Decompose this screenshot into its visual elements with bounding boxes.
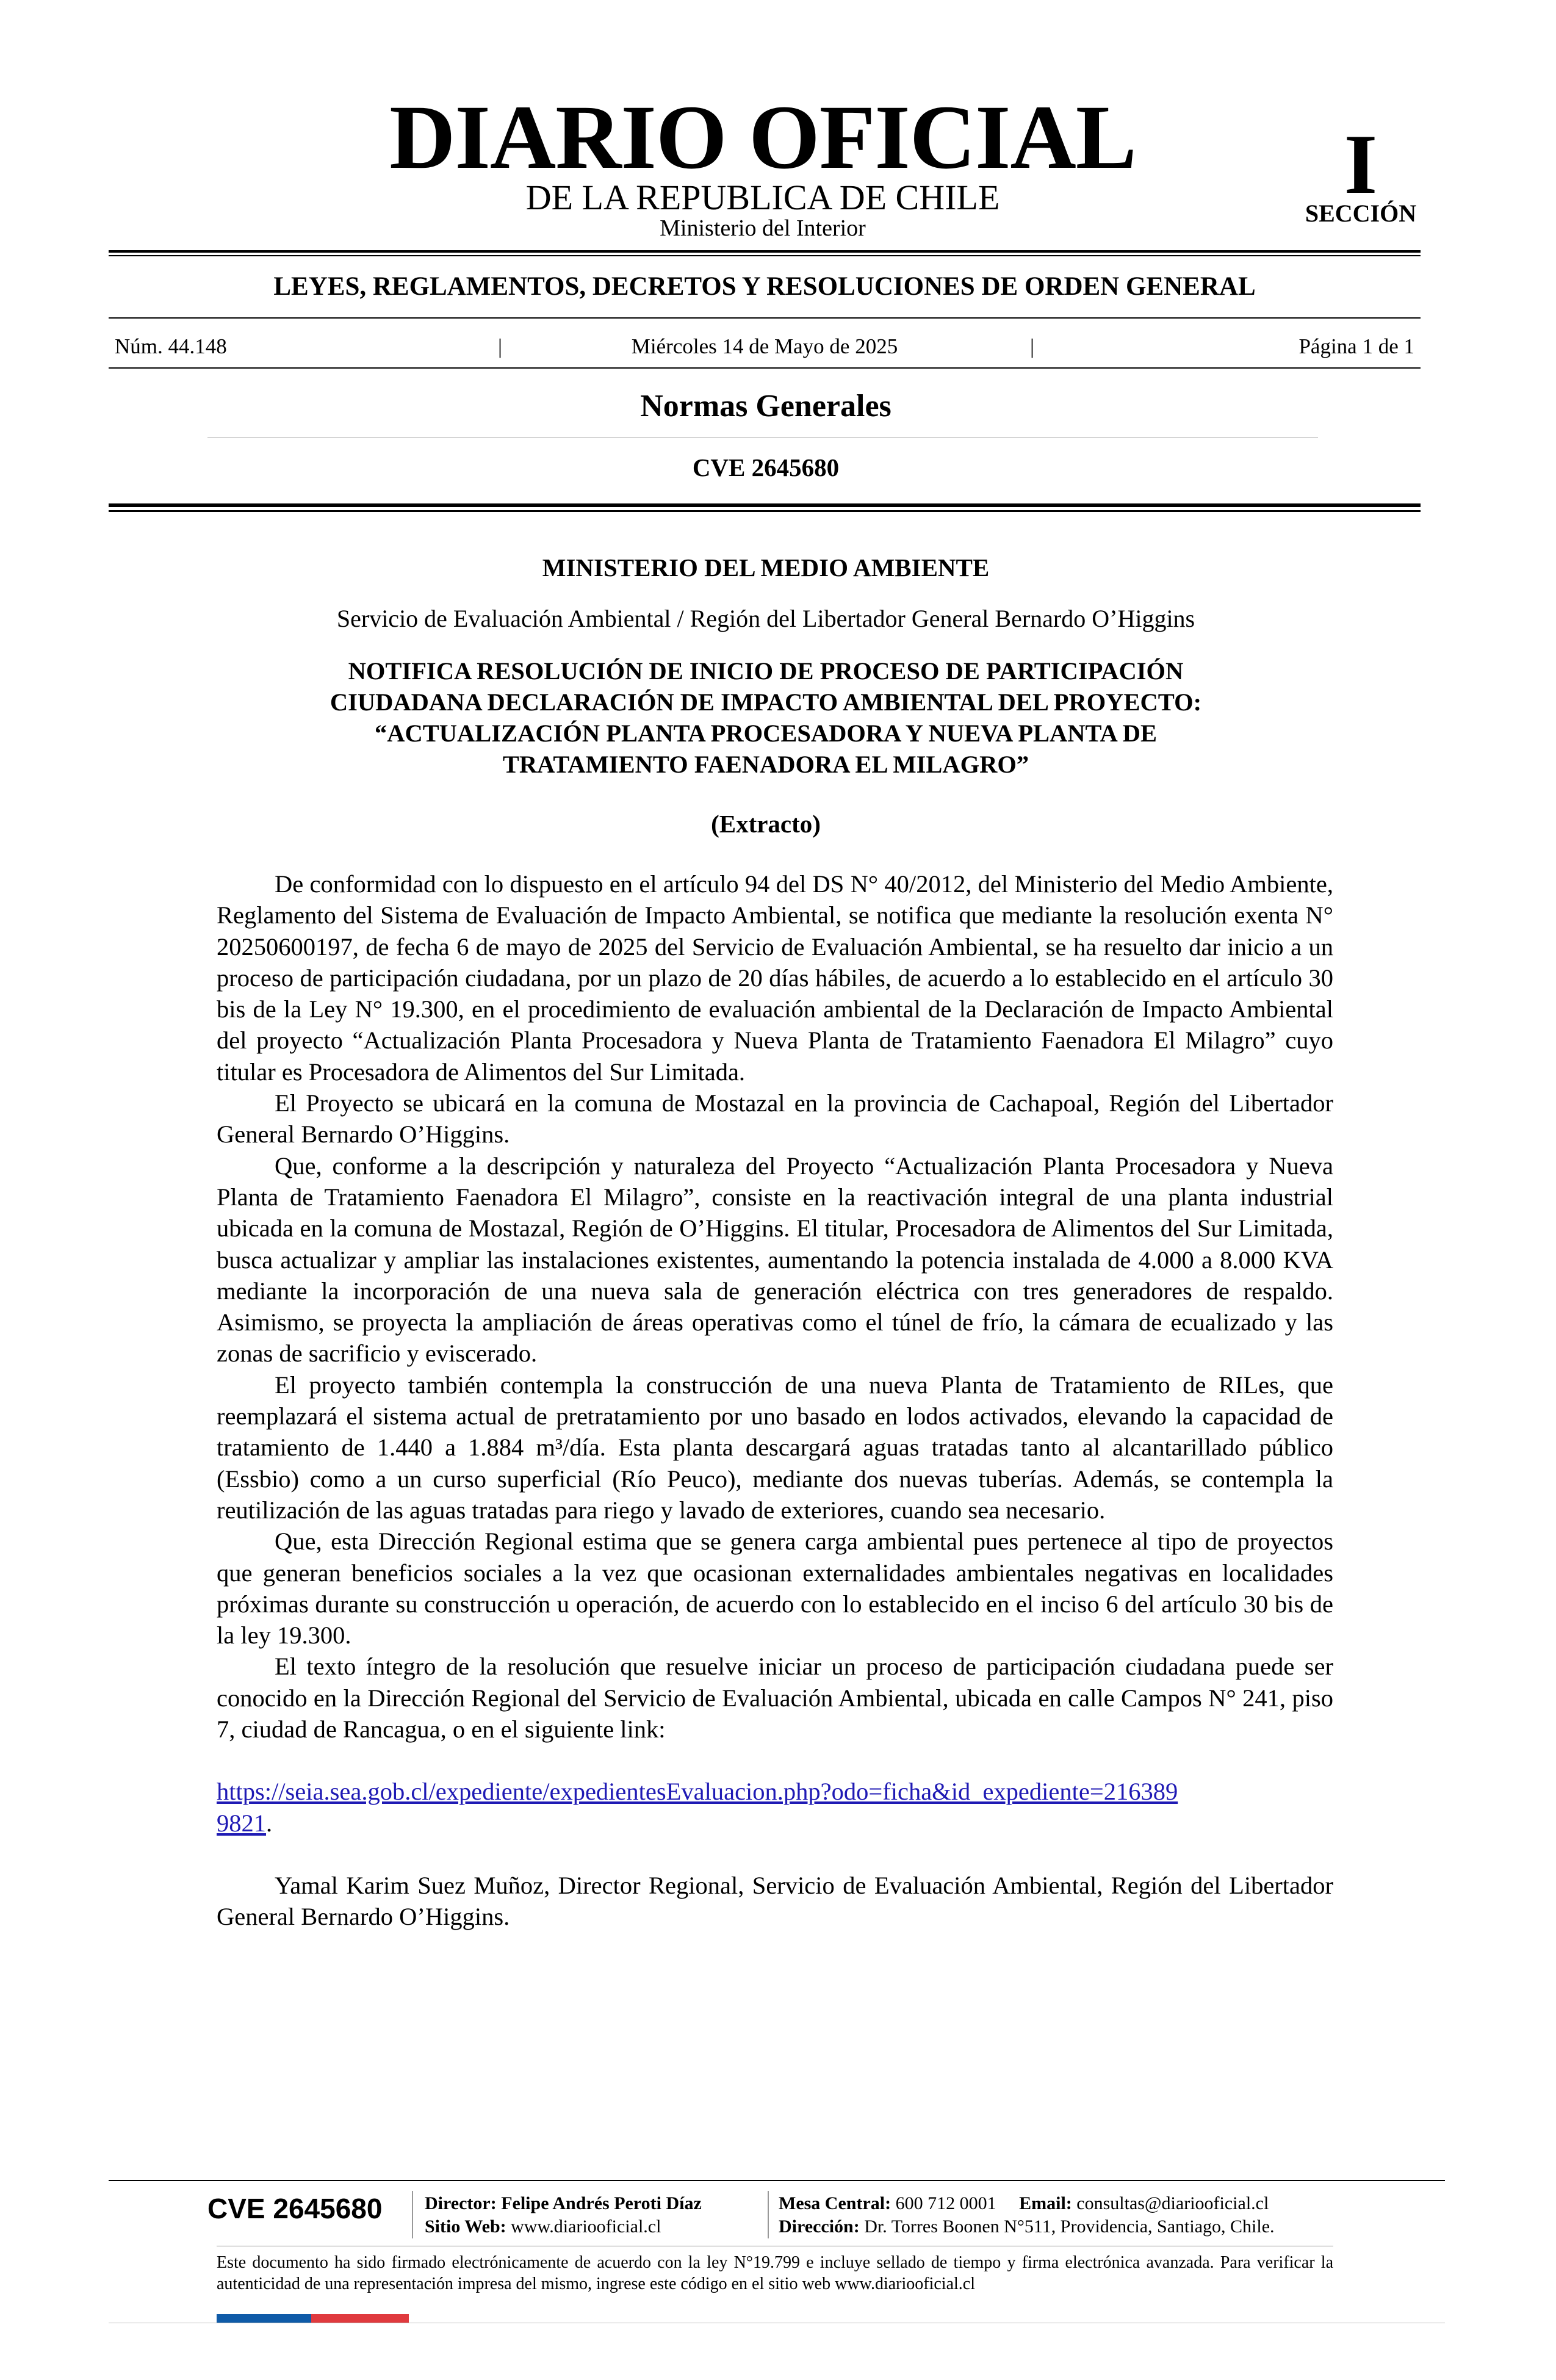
footer-divider	[109, 2180, 1445, 2181]
link-suffix: .	[266, 1809, 273, 1837]
article-title-line: “ACTUALIZACIÓN PLANTA PROCESADORA Y NUEVA PLANTA DE	[375, 719, 1157, 747]
article-title-line: NOTIFICA RESOLUCIÓN DE INICIO DE PROCESO DE PARTICIPACIÓN	[348, 657, 1184, 685]
cve-code: CVE 2645680	[692, 453, 840, 481]
footer-column-separator	[412, 2191, 413, 2238]
issue-separator: |	[498, 334, 503, 358]
body-paragraph: El texto íntegro de la resolución que resuelve iniciar un proceso de participación ciudadana puede ser conocido en la Dirección Regional del Servicio de Evaluación Ambiental, ubicada en calle Campos N° 241, piso 7, ciudad de Rancagua, o en el siguiente link:	[217, 1653, 1333, 1744]
footer-website-line	[425, 2215, 702, 2238]
section-label: SECCIÓN	[1305, 200, 1417, 227]
issue-separator: |	[1030, 334, 1035, 358]
signature: Yamal Karim Suez Muñoz, Director Regional, Servicio de Evaluación Ambiental, Región del Libertador General Bernardo O’Higgins.	[217, 1871, 1333, 1931]
article-title-line: CIUDADANA DECLARACIÓN DE IMPACTO AMBIENTAL DEL PROYECTO:	[330, 688, 1202, 716]
resolution-link[interactable]	[217, 1778, 1178, 1836]
footer-director-line	[425, 2192, 702, 2215]
body-paragraph: El Proyecto se ubicará en la comuna de Mostazal en la provincia de Cachapoal, Región del Libertador General Bernardo O’Higgins.	[217, 1089, 1333, 1149]
issue-number: Núm. 44.148	[115, 334, 227, 358]
body-paragraph: De conformidad con lo dispuesto en el artículo 94 del DS N° 40/2012, del Ministerio del Medio Ambiente, Reglamento del Sistema de Evaluación de Impacto Ambiental, se notifica que mediante la resolución exenta N° 20250600197, de fecha 6 de mayo de 2025 del Servicio de Evaluación Ambiental, se ha resuelto dar inicio a un proceso de participación ciudadana, por un plazo de 20 días hábiles, de acuerdo a lo establecido en el artículo 30 bis de la Ley N° 19.300, en el procedimiento de evaluación ambiental de la Declaración de Impacto Ambiental del proyecto “Actualización Planta Procesadora y Nueva Planta de Tratamiento Faenadora El Milagro” cuyo titular es Procesadora de Alimentos del Sur Limitada.	[217, 870, 1333, 1086]
article-body	[217, 868, 1333, 1933]
phone-label: Mesa Central:	[779, 2193, 891, 2213]
address-text: Dr. Torres Boonen N°511, Providencia, Santiago, Chile.	[864, 2216, 1275, 2237]
section-number: I	[1344, 117, 1378, 212]
flag-stripe	[217, 2314, 409, 2323]
header-bottom-divider-thin	[109, 510, 1421, 512]
email-label: Email:	[1019, 2193, 1072, 2213]
flag-stripe-red	[311, 2314, 409, 2323]
resolution-link-line-1: https://seia.sea.gob.cl/expediente/expedientesEvaluacion.php?odo=ficha&id_expediente=216389	[217, 1778, 1178, 1806]
article-title-line: TRATAMIENTO FAENADORA EL MILAGRO”	[502, 751, 1029, 778]
director-name: Felipe Andrés Peroti Díaz	[501, 2193, 702, 2213]
phone-number: 600 712 0001	[895, 2193, 996, 2213]
article-title	[207, 655, 1324, 780]
newspaper-ministry: Ministerio del Interior	[660, 215, 866, 241]
footer-phone-line	[779, 2192, 1275, 2215]
issue-date: Miércoles 14 de Mayo de 2025	[631, 334, 898, 358]
footer-cve-code: CVE 2645680	[207, 2193, 383, 2224]
footer-director-info	[425, 2192, 702, 2238]
masthead-divider-thin	[109, 255, 1421, 256]
category-heading: LEYES, REGLAMENTOS, DECRETOS Y RESOLUCIONES DE ORDEN GENERAL	[273, 272, 1256, 301]
website-link[interactable]: www.diariooficial.cl	[511, 2216, 661, 2237]
footer-address-line	[779, 2215, 1275, 2238]
ministry-heading: MINISTERIO DEL MEDIO AMBIENTE	[542, 554, 990, 582]
page-indicator: Página 1 de 1	[1298, 334, 1414, 358]
footer-contact-info	[779, 2192, 1275, 2238]
email-address[interactable]: consultas@diariooficial.cl	[1076, 2193, 1269, 2213]
resolution-link-line-2: 9821	[217, 1809, 266, 1837]
masthead-divider	[109, 250, 1421, 253]
footer-column-separator	[768, 2191, 769, 2238]
newspaper-subtitle: DE LA REPUBLICA DE CHILE	[525, 178, 1000, 217]
newspaper-title: DIARIO OFICIAL	[389, 87, 1136, 188]
section-heading-divider	[207, 437, 1318, 438]
section-heading: Normas Generales	[640, 389, 891, 424]
director-label: Director:	[425, 2193, 497, 2213]
website-label: Sitio Web:	[425, 2216, 506, 2237]
address-label: Dirección:	[779, 2216, 860, 2237]
service-line: Servicio de Evaluación Ambiental / Región del Libertador General Bernardo O’Higgins	[336, 605, 1195, 632]
issue-divider	[109, 367, 1421, 369]
body-paragraph: El proyecto también contempla la construcción de una nueva Planta de Tratamiento de RILes, que reemplazará el sistema actual de pretratamiento por uno basado en lodos activados, elevando la capacidad de tratamiento de 1.440 a 1.884 m³/día. Esta planta descargará aguas tratadas tanto al alcantarillado público (Essbio) como a un curso superficial (Río Peuco), mediante dos nuevas tuberías. Además, se contempla la reutilización de las aguas tratadas para riego y lavado de exteriores, cuando sea necesario.	[217, 1371, 1333, 1524]
category-divider	[109, 317, 1421, 319]
issue-info-row	[115, 334, 1414, 359]
body-paragraph: Que, conforme a la descripción y naturaleza del Proyecto “Actualización Planta Procesadora y Nueva Planta de Tratamiento Faenadora El Milagro”, consiste en la reactivación integral de una planta industrial ubicada en la comuna de Mostazal, Región de O’Higgins. El titular, Procesadora de Alimentos del Sur Limitada, busca actualizar y ampliar las instalaciones existentes, aumentando la potencia instalada de 4.000 a 8.000 KVA mediante la incorporación de una nueva sala de generación eléctrica con tres generadores de respaldo. Asimismo, se proyecta la ampliación de áreas operativas como el túnel de frío, la cámara de ecualizado y las zonas de sacrificio y eviscerado.	[217, 1152, 1333, 1368]
footer-legal-note: Este documento ha sido firmado electrónicamente de acuerdo con la ley N°19.799 e incluye sellado de tiempo y firma electrónica avanzada. Para verificar la autenticidad de una representación impresa del mismo, ingrese este código en el sitio web www.diariooficial.cl	[217, 2253, 1333, 2293]
flag-stripe-blue	[217, 2314, 311, 2323]
header-bottom-divider	[109, 503, 1421, 507]
resolution-link-block	[217, 1776, 1333, 1839]
body-paragraph: Que, esta Dirección Regional estima que se genera carga ambiental pues pertenece al tipo de proyectos que generan beneficios sociales a la vez que ocasionan externalidades ambientales negativas en localidades próximas durante su construcción u operación, de acuerdo con lo establecido en el inciso 6 del artículo 30 bis de la ley 19.300.	[217, 1527, 1333, 1650]
extract-label: (Extracto)	[711, 810, 821, 838]
